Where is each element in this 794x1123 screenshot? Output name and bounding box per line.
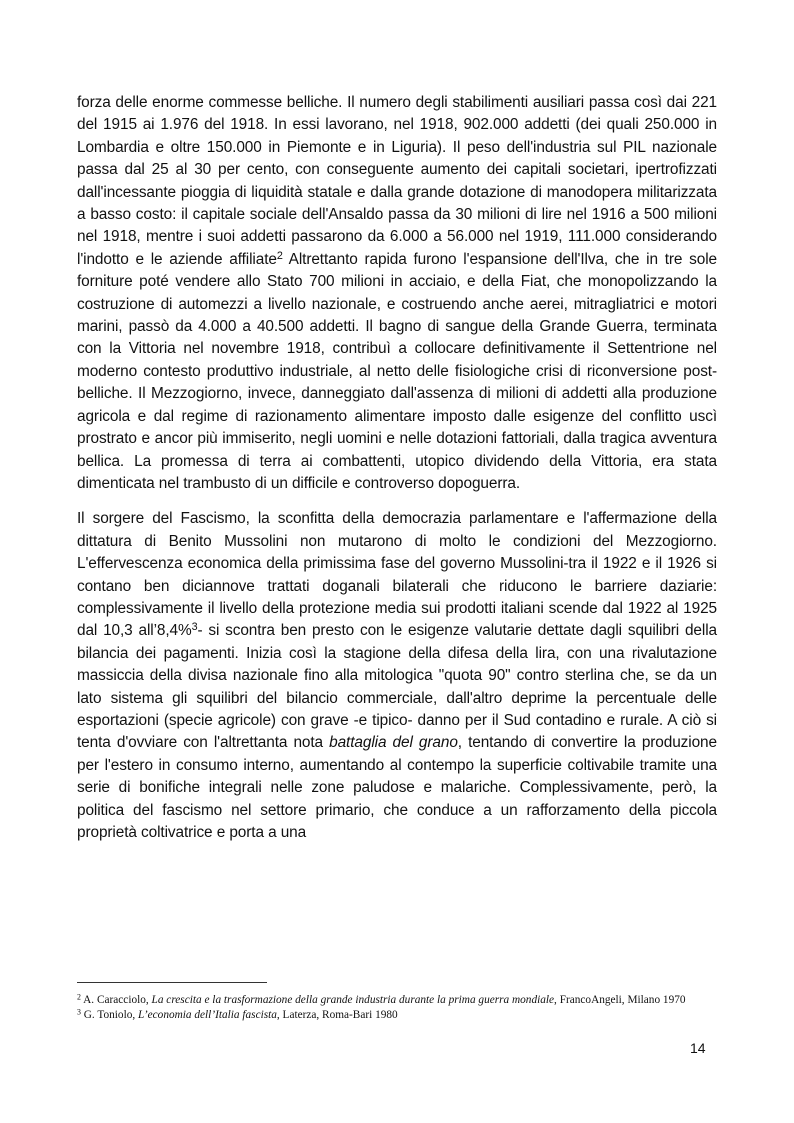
footnote-title: La crescita e la trasformazione della grande industria durante la prima guerra mondiale xyxy=(151,994,555,1006)
text-run: , tentando di convertire la produzione per l'estero in consumo interno, aumentando al contempo la superficie coltivabile tramite una serie di bonifiche integrali nelle zone paludose e malariche. Complessivamente, però, la politica del fascismo nel settore primario, che conduce a un rafforzamento della piccola proprietà coltivatrice e porta a una xyxy=(77,734,717,841)
text-run: Il sorgere del Fascismo, la sconfitta della democrazia parlamentare e l'affermazione della dittatura di Benito Mussolini non mutarono di molto le condizioni del Mezzogiorno. L'effervescenza economica della primissima fase del governo Mussolini-tra il 1922 e il 1926 si contano ben diciannove trattati doganali bilaterali che riducono le barriere daziarie: complessivamente il livello della protezione media sui prodotti italiani scende dal 1922 al 1925 dal 10,3 all’8,4% xyxy=(77,510,717,640)
footnote-text: G. Toniolo, xyxy=(80,1009,139,1022)
footnotes xyxy=(77,993,717,1024)
footnote-2 xyxy=(77,993,717,1008)
text-run: forza delle enorme commesse belliche. Il numero degli stabilimenti ausiliari passa così dai 221 del 1915 ai 1.976 del 1918. In essi lavorano, nel 1918, 902.000 addetti (dei quali 250.000 in Lombardia e oltre 150.000 in Piemonte e in Liguria). Il peso dell'industria sul PIL nazionale passa dal 25 al 30 per cento, con conseguente aumento dei capitali societari, ipertrofizzati dall'incessante pioggia di liquidità statale e dalla grande dotazione di manodopera militarizzata a basso costo: il capitale sociale dell'Ansaldo passa da 30 milioni di lire nel 1916 a 500 milioni nel 1918, mentre i suoi addetti passarono da 6.000 a 56.000 nel 1919, 111.000 considerando l'indotto e le aziende affiliate xyxy=(77,94,717,268)
footnote-3 xyxy=(77,1008,717,1023)
text-run: Altrettanto rapida furono l'espansione dell'Ilva, che in tre sole forniture poté vendere allo Stato 700 milioni in acciaio, e della Fiat, che monopolizzando la costruzione di automezzi a livello nazionale, e costruendo anche aerei, mitragliatrici e motori marini, passò da 4.000 a 40.500 addetti. Il bagno di sangue della Grande Guerra, terminata con la Vittoria nel novembre 1918, contribuì a collocare definitivamente il Settentrione nel moderno contesto produttivo industriale, al netto delle fisiologiche crisi di riconversione post-belliche. Il Mezzogiorno, invece, danneggiato dall'assenza di milioni di addetti alla produzione agricola e dal regime di razionamento alimentare imposto dalle esigenze del conflitto uscì prostrato e ancor più immiserito, negli uomini e nelle dotazioni fattoriali, dalla tragica avventura bellica. La promessa di terra ai combattenti, utopico dividendo della Vittoria, era stata dimenticata nel trambusto di un difficile e controverso dopoguerra. xyxy=(77,250,717,492)
body-text xyxy=(77,92,717,857)
footnote-marker: 3 xyxy=(77,1007,81,1017)
italic-term: battaglia del grano xyxy=(329,734,458,752)
footnote-title: L’economia dell’Italia fascista xyxy=(138,1009,277,1022)
footnote-ref-3: 3 xyxy=(191,621,198,634)
paragraph-1 xyxy=(77,92,717,495)
text-run: - si scontra ben presto con le esigenze valutarie dettate dagli squilibri della bilancia dei pagamenti. Inizia così la stagione della difesa della lira, con una rivalutazione massiccia della divisa nazionale fino alla mitologica "quota 90" contro sterlina che, se da un lato sistema gli squilibri del bilancio commerciale, dall'altro deprime la percentuale delle esportazioni (specie agricole) con grave -e tipico- danno per il Sud contadino e rurale. A ciò si tenta d'ovviare con l'altrettanta nota xyxy=(77,622,717,752)
footnote-ref-2: 2 xyxy=(276,250,283,262)
page-number: 14 xyxy=(690,1040,706,1056)
footnote-marker: 2 xyxy=(77,992,81,1002)
footnote-separator xyxy=(77,982,267,983)
footnote-text: , FrancoAngeli, Milano 1970 xyxy=(554,994,686,1006)
footnote-text: A. Caracciolo, xyxy=(80,994,152,1006)
footnote-text: , Laterza, Roma-Bari 1980 xyxy=(276,1009,398,1022)
paragraph-2 xyxy=(77,508,717,844)
